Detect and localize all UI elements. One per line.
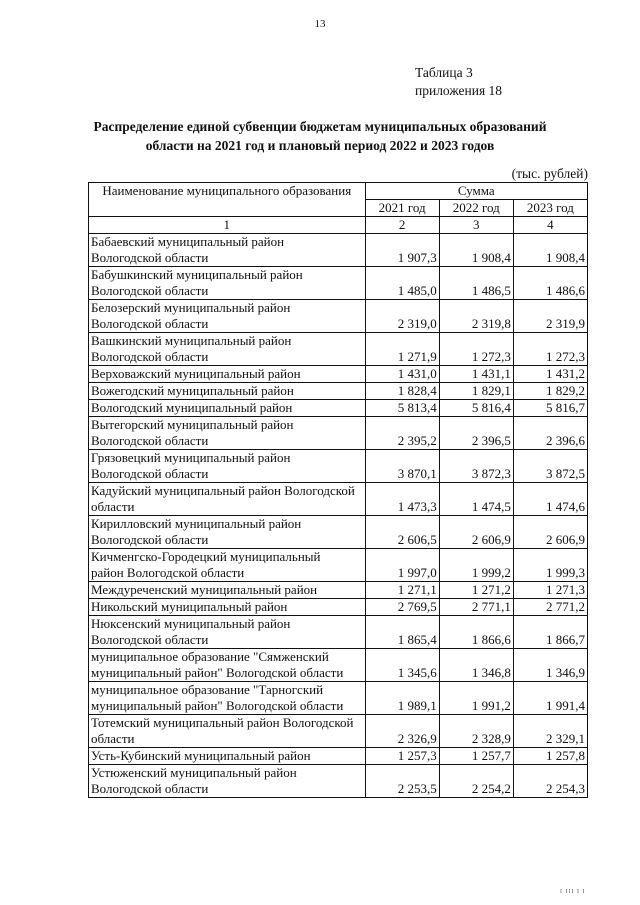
municipality-name-cell (89, 333, 366, 366)
table-ref-line1: Таблица 3 (415, 65, 473, 80)
amount-2022-cell: 1 486,5 (439, 267, 513, 300)
municipality-name-cell (89, 516, 366, 549)
amount-2023-cell: 1 866,7 (513, 616, 587, 649)
municipality-name-cell (89, 267, 366, 300)
table-row (89, 450, 588, 483)
table-row (89, 599, 588, 616)
amount-2021-cell: 1 431,0 (365, 366, 439, 383)
municipality-name-line: Бабаевский муниципальный район (91, 234, 285, 249)
amount-2023-cell: 1 991,4 (513, 682, 587, 715)
table-row (89, 366, 588, 383)
municipality-name-line: Усть-Кубинский муниципальный район (91, 748, 311, 763)
table-row (89, 582, 588, 599)
column-index: 3 (439, 217, 513, 234)
amount-2023-cell: 2 396,6 (513, 417, 587, 450)
amount-2022-cell: 1 346,8 (439, 649, 513, 682)
table-body (89, 234, 588, 798)
column-header-sum: Сумма (365, 183, 587, 200)
amount-2022-cell: 2 606,9 (439, 516, 513, 549)
amount-2022-cell: 1 908,4 (439, 234, 513, 267)
amount-2023-cell: 1 486,6 (513, 267, 587, 300)
municipality-name-line: муниципальный район" Вологодской области (91, 698, 344, 713)
municipality-name-line: Бабушкинский муниципальный район (91, 267, 303, 282)
amount-2021-cell: 1 865,4 (365, 616, 439, 649)
municipality-name-cell (89, 599, 366, 616)
table-row (89, 549, 588, 582)
amount-2021-cell: 1 271,1 (365, 582, 439, 599)
amount-2021-cell: 1 271,9 (365, 333, 439, 366)
amount-2021-cell: 2 769,5 (365, 599, 439, 616)
amount-2022-cell: 1 474,5 (439, 483, 513, 516)
table-row (89, 483, 588, 516)
amount-2022-cell: 1 999,2 (439, 549, 513, 582)
municipality-name-line: Вологодской области (91, 466, 209, 481)
municipality-name-cell (89, 483, 366, 516)
amount-2021-cell: 5 813,4 (365, 400, 439, 417)
table-row (89, 516, 588, 549)
page-number: 13 (314, 18, 326, 30)
table-row (89, 300, 588, 333)
municipality-name-line: Вологодский муниципальный район (91, 400, 293, 415)
municipality-name-line: Устюженский муниципальный район (91, 765, 297, 780)
municipality-name-line: район Вологодской области (91, 565, 245, 580)
column-index-row (89, 217, 588, 234)
municipality-name-line: Кичменгско-Городецкий муниципальный (91, 549, 321, 564)
amount-2021-cell: 2 606,5 (365, 516, 439, 549)
amount-2023-cell: 1 346,9 (513, 649, 587, 682)
column-index: 4 (513, 217, 587, 234)
municipality-name-cell (89, 383, 366, 400)
amount-2022-cell: 2 771,1 (439, 599, 513, 616)
amount-2022-cell: 3 872,3 (439, 450, 513, 483)
municipality-name-line: Вологодской области (91, 283, 209, 298)
amount-2023-cell: 2 319,9 (513, 300, 587, 333)
municipality-name-cell (89, 715, 366, 748)
amount-2022-cell: 2 254,2 (439, 765, 513, 798)
municipality-name-line: Нюксенский муниципальный район (91, 616, 291, 631)
municipality-name-cell (89, 450, 366, 483)
column-header-name: Наименование муниципального образования (89, 183, 366, 217)
table-reference (415, 64, 502, 100)
amount-2022-cell: 1 257,7 (439, 748, 513, 765)
amount-2021-cell: 1 907,3 (365, 234, 439, 267)
municipality-name-line: области (91, 499, 135, 514)
subsidy-table (88, 182, 588, 798)
municipality-name-line: Вологодской области (91, 433, 209, 448)
column-header-year-2023: 2023 год (513, 200, 587, 217)
municipality-name-line: Вологодской области (91, 781, 209, 796)
table-row (89, 765, 588, 798)
amount-2023-cell: 2 254,3 (513, 765, 587, 798)
amount-2022-cell: 5 816,4 (439, 400, 513, 417)
table-row (89, 333, 588, 366)
amount-2023-cell: 1 474,6 (513, 483, 587, 516)
amount-2021-cell: 2 253,5 (365, 765, 439, 798)
table-row (89, 234, 588, 267)
amount-2021-cell: 1 345,6 (365, 649, 439, 682)
header-row-1 (89, 183, 588, 200)
amount-2023-cell: 1 431,2 (513, 366, 587, 383)
municipality-name-cell (89, 549, 366, 582)
amount-2023-cell: 2 329,1 (513, 715, 587, 748)
municipality-name-line: Кадуйский муниципальный район Вологодской (91, 483, 355, 498)
table-row (89, 649, 588, 682)
amount-2023-cell: 1 257,8 (513, 748, 587, 765)
amount-2023-cell: 1 999,3 (513, 549, 587, 582)
municipality-name-line: Грязовецкий муниципальный район (91, 450, 291, 465)
title-line2: области на 2021 год и плановый период 2022 и 2023 годов (145, 138, 495, 153)
amount-2021-cell: 1 828,4 (365, 383, 439, 400)
municipality-name-line: Вологодской области (91, 349, 209, 364)
municipality-name-line: Вожегодский муниципальный район (91, 383, 294, 398)
table-ref-line2: приложения 18 (415, 83, 503, 98)
title-line1: Распределение единой субвенции бюджетам муниципальных образований (93, 119, 547, 134)
amount-2021-cell: 1 473,3 (365, 483, 439, 516)
column-header-year-2022: 2022 год (439, 200, 513, 217)
municipality-name-line: Вашкинский муниципальный район (91, 333, 292, 348)
municipality-name-line: Никольский муниципальный район (91, 599, 288, 614)
amount-2023-cell: 1 272,3 (513, 333, 587, 366)
municipality-name-cell (89, 366, 366, 383)
table-row (89, 400, 588, 417)
amount-2022-cell: 1 829,1 (439, 383, 513, 400)
municipality-name-line: Кирилловский муниципальный район (91, 516, 302, 531)
table-row (89, 616, 588, 649)
amount-2022-cell: 2 328,9 (439, 715, 513, 748)
amount-2022-cell: 1 271,2 (439, 582, 513, 599)
municipality-name-line: Тотемский муниципальный район Вологодской (91, 715, 354, 730)
municipality-name-line: муниципальный район" Вологодской области (91, 665, 344, 680)
amount-2023-cell: 3 872,5 (513, 450, 587, 483)
amount-2023-cell: 1 829,2 (513, 383, 587, 400)
municipality-name-line: Верховажский муниципальный район (91, 366, 301, 381)
amount-2022-cell: 2 396,5 (439, 417, 513, 450)
municipality-name-cell (89, 616, 366, 649)
document-title (80, 117, 560, 155)
table-row (89, 682, 588, 715)
column-header-year-2021: 2021 год (365, 200, 439, 217)
municipality-name-line: Вытегорский муниципальный район (91, 417, 294, 432)
table-row (89, 267, 588, 300)
amount-2021-cell: 2 326,9 (365, 715, 439, 748)
amount-2023-cell: 1 271,3 (513, 582, 587, 599)
municipality-name-line: Вологодской области (91, 250, 209, 265)
amount-2021-cell: 2 319,0 (365, 300, 439, 333)
municipality-name-cell (89, 649, 366, 682)
amount-2022-cell: 1 431,1 (439, 366, 513, 383)
municipality-name-line: муниципальное образование "Сямженский (91, 649, 329, 664)
amount-2021-cell: 3 870,1 (365, 450, 439, 483)
amount-2023-cell: 1 908,4 (513, 234, 587, 267)
amount-2021-cell: 1 257,3 (365, 748, 439, 765)
column-index: 2 (365, 217, 439, 234)
amount-2021-cell: 2 395,2 (365, 417, 439, 450)
municipality-name-line: Вологодской области (91, 316, 209, 331)
amount-2021-cell: 1 997,0 (365, 549, 439, 582)
units-label: (тыс. рублей) (511, 166, 588, 181)
amount-2022-cell: 1 991,2 (439, 682, 513, 715)
municipality-name-cell (89, 582, 366, 599)
amount-2023-cell: 2 606,9 (513, 516, 587, 549)
municipality-name-line: Вологодской области (91, 532, 209, 547)
footer-barcode-mark: I III I I (560, 889, 586, 895)
municipality-name-line: муниципальное образование "Тарногский (91, 682, 324, 697)
municipality-name-cell (89, 748, 366, 765)
table-row (89, 383, 588, 400)
municipality-name-cell (89, 417, 366, 450)
municipality-name-line: Белозерский муниципальный район (91, 300, 291, 315)
municipality-name-line: области (91, 731, 135, 746)
amount-2021-cell: 1 989,1 (365, 682, 439, 715)
municipality-name-cell (89, 682, 366, 715)
column-index: 1 (89, 217, 366, 234)
table-row (89, 715, 588, 748)
amount-2021-cell: 1 485,0 (365, 267, 439, 300)
table-row (89, 417, 588, 450)
municipality-name-line: Междуреченский муниципальный район (91, 582, 318, 597)
amount-2023-cell: 2 771,2 (513, 599, 587, 616)
table-row (89, 748, 588, 765)
municipality-name-cell (89, 234, 366, 267)
amount-2023-cell: 5 816,7 (513, 400, 587, 417)
amount-2022-cell: 1 272,3 (439, 333, 513, 366)
municipality-name-line: Вологодской области (91, 632, 209, 647)
amount-2022-cell: 2 319,8 (439, 300, 513, 333)
amount-2022-cell: 1 866,6 (439, 616, 513, 649)
municipality-name-cell (89, 400, 366, 417)
municipality-name-cell (89, 300, 366, 333)
municipality-name-cell (89, 765, 366, 798)
